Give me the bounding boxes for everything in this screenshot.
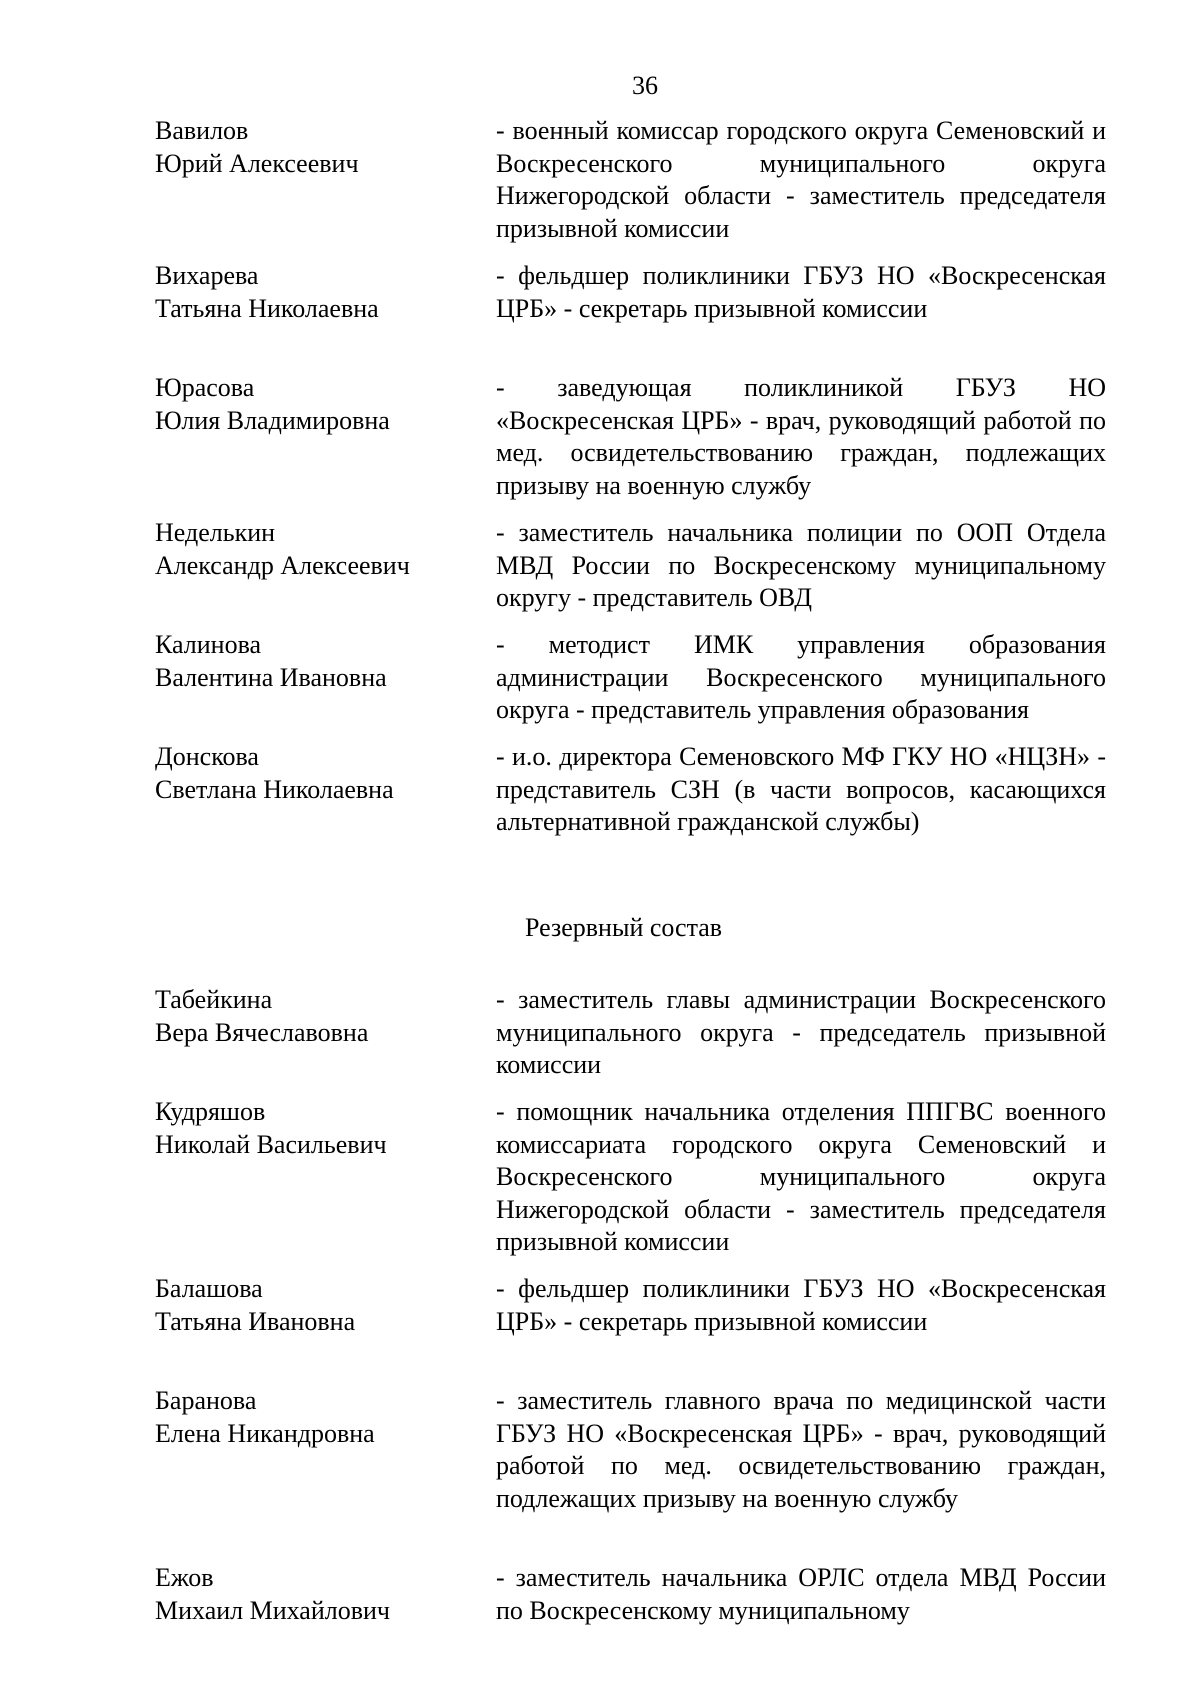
member-role: - фельдшер поликлиники ГБУЗ НО «Воскресенская ЦРБ» - секретарь призывной комиссии <box>496 261 1106 323</box>
member-role: - методист ИМК управления образования администрации Воскресенского муниципального округа - представитель управления образования <box>496 630 1106 724</box>
member-name <box>155 741 485 806</box>
member-surname: Донскова <box>155 742 259 771</box>
member-surname: Вавилов <box>155 116 249 145</box>
member-given-names: Юлия Владимировна <box>155 405 390 435</box>
member-surname: Балашова <box>155 1274 263 1303</box>
member-name <box>155 115 485 180</box>
member-surname: Калинова <box>155 630 262 659</box>
member-given-names: Валентина Ивановна <box>155 662 387 692</box>
member-role: - заместитель главного врача по медицинской части ГБУЗ НО «Воскресенская ЦРБ» - врач, руководящий работой по мед. освидетельствованию граждан, подлежащих призыву на военную службу <box>496 1386 1106 1513</box>
member-name <box>155 1385 485 1450</box>
member-role: - заместитель начальника полиции по ООП Отдела МВД России по Воскресенскому муниципальному округу - представитель ОВД <box>496 518 1106 612</box>
member-given-names: Татьяна Ивановна <box>155 1306 356 1336</box>
member-role: - и.о. директора Семеновского МФ ГКУ НО «НЦЗН» - представитель СЗН (в части вопросов, касающихся альтернативной гражданской службы) <box>496 742 1106 836</box>
member-given-names: Татьяна Николаевна <box>155 293 379 323</box>
member-name <box>155 1096 485 1161</box>
member-surname: Баранова <box>155 1386 257 1415</box>
member-role: - заместитель главы администрации Воскресенского муниципального округа - председатель призывной комиссии <box>496 985 1106 1079</box>
member-name <box>155 629 485 694</box>
member-given-names: Елена Никандровна <box>155 1418 375 1448</box>
member-role: - фельдшер поликлиники ГБУЗ НО «Воскресенская ЦРБ» - секретарь призывной комиссии <box>496 1274 1106 1336</box>
member-surname: Ежов <box>155 1563 214 1592</box>
member-given-names: Николай Васильевич <box>155 1129 387 1159</box>
page-number: 36 <box>632 71 658 100</box>
member-name <box>155 1562 485 1627</box>
member-given-names: Александр Алексеевич <box>155 550 410 580</box>
member-name <box>155 260 485 325</box>
section-heading-reserve: Резервный состав <box>525 913 723 942</box>
member-given-names: Юрий Алексеевич <box>155 148 359 178</box>
member-name <box>155 517 485 582</box>
member-name <box>155 1273 485 1338</box>
member-name <box>155 984 485 1049</box>
member-name <box>155 372 485 437</box>
member-role: - заведующая поликлиникой ГБУЗ НО «Воскресенская ЦРБ» - врач, руководящий работой по мед. освидетельствованию граждан, подлежащих призыву на военную службу <box>496 373 1106 500</box>
member-given-names: Светлана Николаевна <box>155 774 394 804</box>
member-role: - помощник начальника отделения ППГВС военного комиссариата городского округа Семеновский и Воскресенского муниципального округа Нижегородской области - заместитель председателя призывной комиссии <box>496 1097 1106 1256</box>
member-role: - военный комиссар городского округа Семеновский и Воскресенского муниципального округа Нижегородской области - заместитель председателя призывной комиссии <box>496 116 1106 243</box>
member-given-names: Вера Вячеславовна <box>155 1017 369 1047</box>
member-surname: Неделькин <box>155 518 276 547</box>
member-surname: Юрасова <box>155 373 255 402</box>
member-surname: Табейкина <box>155 985 273 1014</box>
member-surname: Кудряшов <box>155 1097 266 1126</box>
member-surname: Вихарева <box>155 261 259 290</box>
member-given-names: Михаил Михайлович <box>155 1595 391 1625</box>
member-role: - заместитель начальника ОРЛС отдела МВД России по Воскресенскому муниципальному <box>496 1563 1106 1625</box>
